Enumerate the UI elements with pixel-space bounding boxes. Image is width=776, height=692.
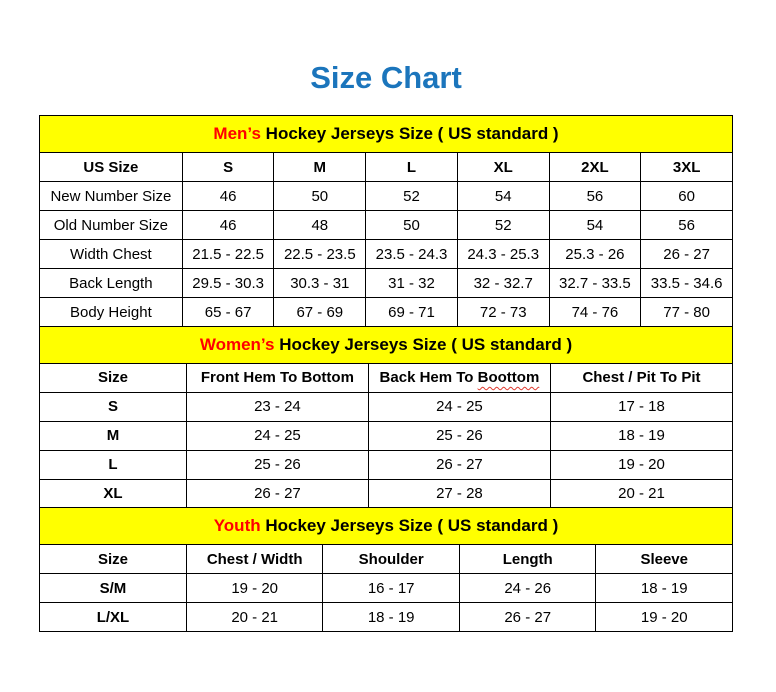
size-value: 17 - 18 — [550, 392, 732, 421]
size-value: 21.5 - 22.5 — [182, 240, 274, 269]
column-header-3xl: 3XL — [641, 153, 733, 182]
size-value: 26 - 27 — [459, 603, 596, 632]
size-chart — [39, 115, 733, 632]
size-value: 18 - 19 — [596, 574, 733, 603]
column-header-2xl: 2XL — [549, 153, 641, 182]
table-row — [40, 479, 733, 508]
size-value: 31 - 32 — [366, 269, 458, 298]
table-row — [40, 574, 733, 603]
table-row — [40, 450, 733, 479]
misspelled-word-underline: Boottom — [477, 369, 540, 386]
table-row — [40, 269, 733, 298]
row-label-lxl: L/XL — [40, 603, 187, 632]
size-value: 52 — [366, 182, 458, 211]
size-value: 24.3 - 25.3 — [457, 240, 549, 269]
table-row — [40, 508, 733, 545]
size-value: 27 - 28 — [368, 479, 550, 508]
table-row — [40, 603, 733, 632]
womens-section-band — [40, 326, 733, 363]
size-value: 26 - 27 — [368, 450, 550, 479]
column-header-chest-width: Chest / Width — [186, 545, 323, 574]
size-value: 19 - 20 — [550, 450, 732, 479]
column-header-length: Length — [459, 545, 596, 574]
column-header-chest-pit: Chest / Pit To Pit — [550, 363, 732, 392]
column-header-sleeve: Sleeve — [596, 545, 733, 574]
size-value: 20 - 21 — [186, 603, 323, 632]
column-header-shoulder: Shoulder — [323, 545, 460, 574]
column-header-m: M — [274, 153, 366, 182]
column-header-us-size: US Size — [40, 153, 183, 182]
band-rest: Hockey Jerseys Size ( US standard ) — [260, 124, 559, 143]
size-value: 26 - 27 — [186, 479, 368, 508]
size-value: 50 — [366, 211, 458, 240]
section-youth-table — [39, 507, 733, 632]
size-value: 18 - 19 — [323, 603, 460, 632]
band-rest: Hockey Jerseys Size ( US standard ) — [274, 334, 573, 354]
size-value: 72 - 73 — [457, 298, 549, 327]
size-value: 48 — [274, 211, 366, 240]
size-value: 32.7 - 33.5 — [549, 269, 641, 298]
table-row — [40, 392, 733, 421]
size-value: 24 - 25 — [186, 421, 368, 450]
size-value: 23.5 - 24.3 — [366, 240, 458, 269]
table-row — [40, 421, 733, 450]
size-value: 19 - 20 — [596, 603, 733, 632]
column-header-xl: XL — [457, 153, 549, 182]
size-value: 54 — [457, 182, 549, 211]
size-value: 22.5 - 23.5 — [274, 240, 366, 269]
row-label-old-number-size: Old Number Size — [40, 211, 183, 240]
column-header-front-hem: Front Hem To Bottom — [186, 363, 368, 392]
size-value: 56 — [549, 182, 641, 211]
size-value: 77 - 80 — [641, 298, 733, 327]
size-value: 19 - 20 — [186, 574, 323, 603]
column-header-size: Size — [40, 545, 187, 574]
size-value: 54 — [549, 211, 641, 240]
row-label-body-height: Body Height — [40, 298, 183, 327]
row-label-width-chest: Width Chest — [40, 240, 183, 269]
size-value: 29.5 - 30.3 — [182, 269, 274, 298]
size-value: 60 — [641, 182, 733, 211]
size-value: 25 - 26 — [186, 450, 368, 479]
table-row — [40, 326, 733, 363]
row-label-back-length: Back Length — [40, 269, 183, 298]
size-value: 25.3 - 26 — [549, 240, 641, 269]
size-value: 46 — [182, 182, 274, 211]
size-value: 23 - 24 — [186, 392, 368, 421]
size-value: 65 - 67 — [182, 298, 274, 327]
youth-section-band — [40, 508, 733, 545]
band-highlight: Men’s — [213, 124, 261, 143]
section-mens-table — [39, 115, 733, 327]
table-row — [40, 153, 733, 182]
column-header-back-hem — [368, 363, 550, 392]
row-label-l: L — [40, 450, 187, 479]
table-row — [40, 240, 733, 269]
table-row — [40, 545, 733, 574]
table-row — [40, 211, 733, 240]
size-value: 26 - 27 — [641, 240, 733, 269]
table-row — [40, 182, 733, 211]
size-value: 20 - 21 — [550, 479, 732, 508]
size-value: 33.5 - 34.6 — [641, 269, 733, 298]
table-row — [40, 298, 733, 327]
size-value: 74 - 76 — [549, 298, 641, 327]
size-value: 69 - 71 — [366, 298, 458, 327]
size-value: 24 - 26 — [459, 574, 596, 603]
section-womens-table — [39, 326, 733, 509]
size-value: 24 - 25 — [368, 392, 550, 421]
size-value: 16 - 17 — [323, 574, 460, 603]
page-title: Size Chart — [310, 60, 462, 95]
size-value: 46 — [182, 211, 274, 240]
row-label-m: M — [40, 421, 187, 450]
size-value: 67 - 69 — [274, 298, 366, 327]
table-row — [40, 116, 733, 153]
size-value: 30.3 - 31 — [274, 269, 366, 298]
mens-section-band — [40, 116, 733, 153]
size-value: 25 - 26 — [368, 421, 550, 450]
column-header-size: Size — [40, 363, 187, 392]
table-row — [40, 363, 733, 392]
column-header-l: L — [366, 153, 458, 182]
band-highlight: Women’s — [199, 334, 275, 354]
size-value: 56 — [641, 211, 733, 240]
back-hem-prefix: Back Hem To — [379, 369, 478, 386]
band-rest: Hockey Jerseys Size ( US standard ) — [260, 516, 559, 535]
size-value: 32 - 32.7 — [457, 269, 549, 298]
size-value: 18 - 19 — [550, 421, 732, 450]
column-header-s: S — [182, 153, 274, 182]
row-label-new-number-size: New Number Size — [40, 182, 183, 211]
row-label-sm: S/M — [40, 574, 187, 603]
band-highlight: Youth — [213, 516, 261, 535]
row-label-s: S — [40, 392, 187, 421]
size-value: 52 — [457, 211, 549, 240]
size-value: 50 — [274, 182, 366, 211]
row-label-xl: XL — [40, 479, 187, 508]
